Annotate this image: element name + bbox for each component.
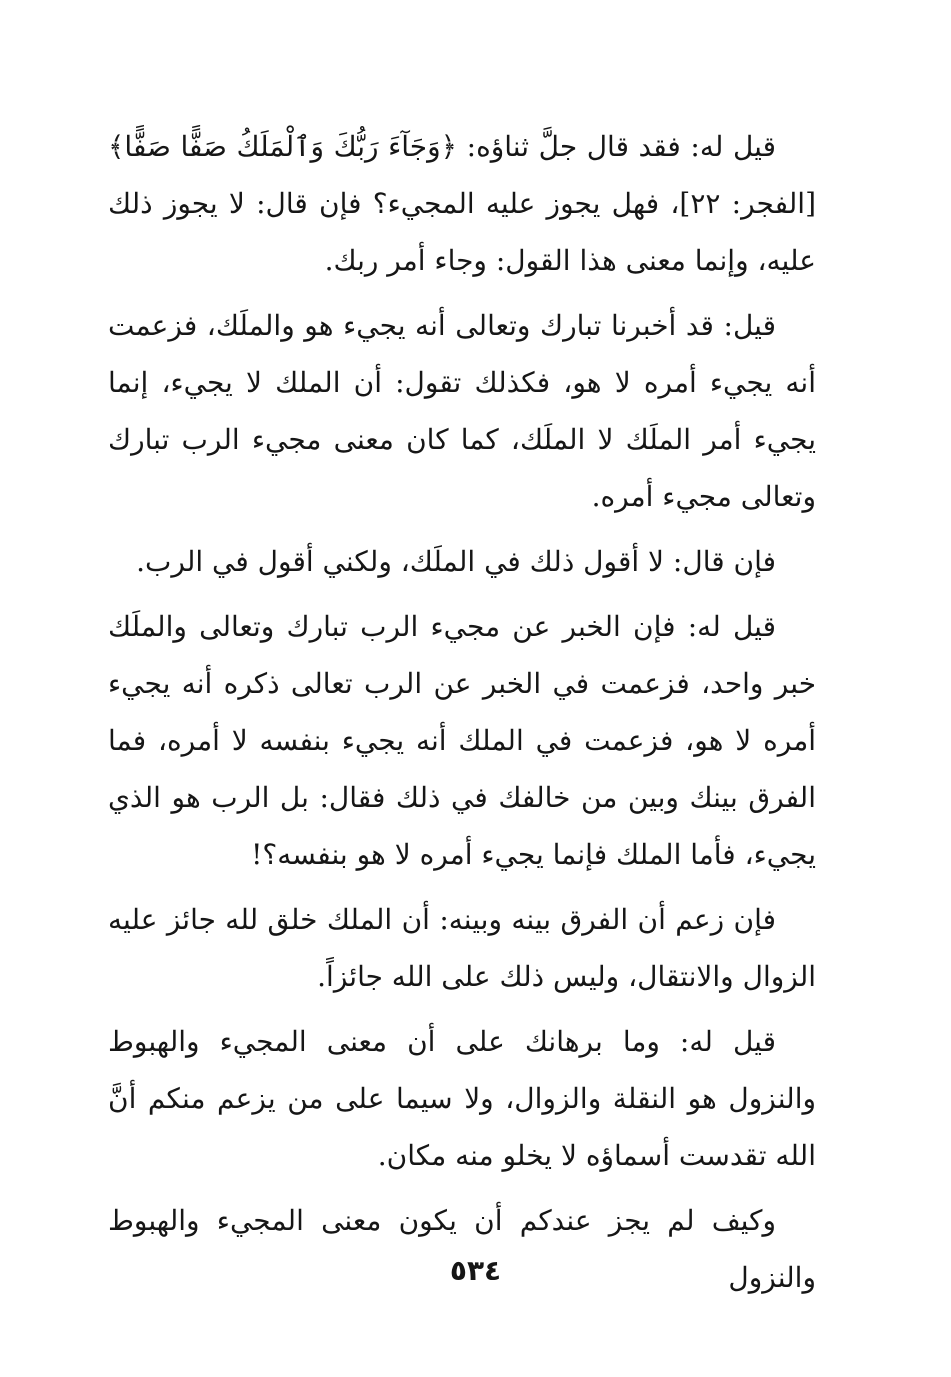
paragraph-7: وكيف لم يجز عندكم أن يكون معنى المجيء والهبوط والنزول	[108, 1204, 816, 1294]
paragraph-3: فإن قال: لا أقول ذلك في الملَك، ولكني أقول في الرب.	[136, 545, 776, 578]
paragraph-5: فإن زعم أن الفرق بينه وبينه: أن الملك خلق لله جائز عليه الزوال والانتقال، وليس ذلك على الله جائزاً.	[108, 903, 816, 993]
paragraph-6: قيل له: وما برهانك على أن معنى المجيء والهبوط والنزول هو النقلة والزوال، ولا سيما على من يزعم منكم أنَّ الله تقدست أسماؤه لا يخلو منه مكان.	[108, 1025, 816, 1172]
paragraph-1: قيل له: فقد قال جلَّ ثناؤه: ﴿وَجَآءَ رَبُّكَ وَٱلْمَلَكُ صَفًّا صَفًّا﴾ [الفجر: ٢٢]، فهل يجوز عليه المجيء؟ فإن قال: لا يجوز ذلك عليه، وإنما معنى هذا القول: وجاء أمر ربك.	[108, 130, 816, 277]
body-text	[108, 118, 816, 1314]
page-number: ٥٣٤	[449, 1254, 502, 1287]
paragraph-4: قيل له: فإن الخبر عن مجيء الرب تبارك وتعالى والملَك خبر واحد، فزعمت في الخبر عن الرب تعالى ذكره أنه يجيء أمره لا هو، فزعمت في الملك أنه يجيء بنفسه لا أمره، فما الفرق بينك وبين من خالفك في ذلك فقال: بل الرب هو الذي يجيء، فأما الملك فإنما يجيء أمره لا هو بنفسه؟!	[108, 610, 816, 871]
paragraph-2: قيل: قد أخبرنا تبارك وتعالى أنه يجيء هو والملَك، فزعمت أنه يجيء أمره لا هو، فكذلك تقول: أن الملك لا يجيء، إنما يجيء أمر الملَك لا الملَك، كما كان معنى مجيء الرب تبارك وتعالى مجيء أمره.	[108, 309, 816, 513]
